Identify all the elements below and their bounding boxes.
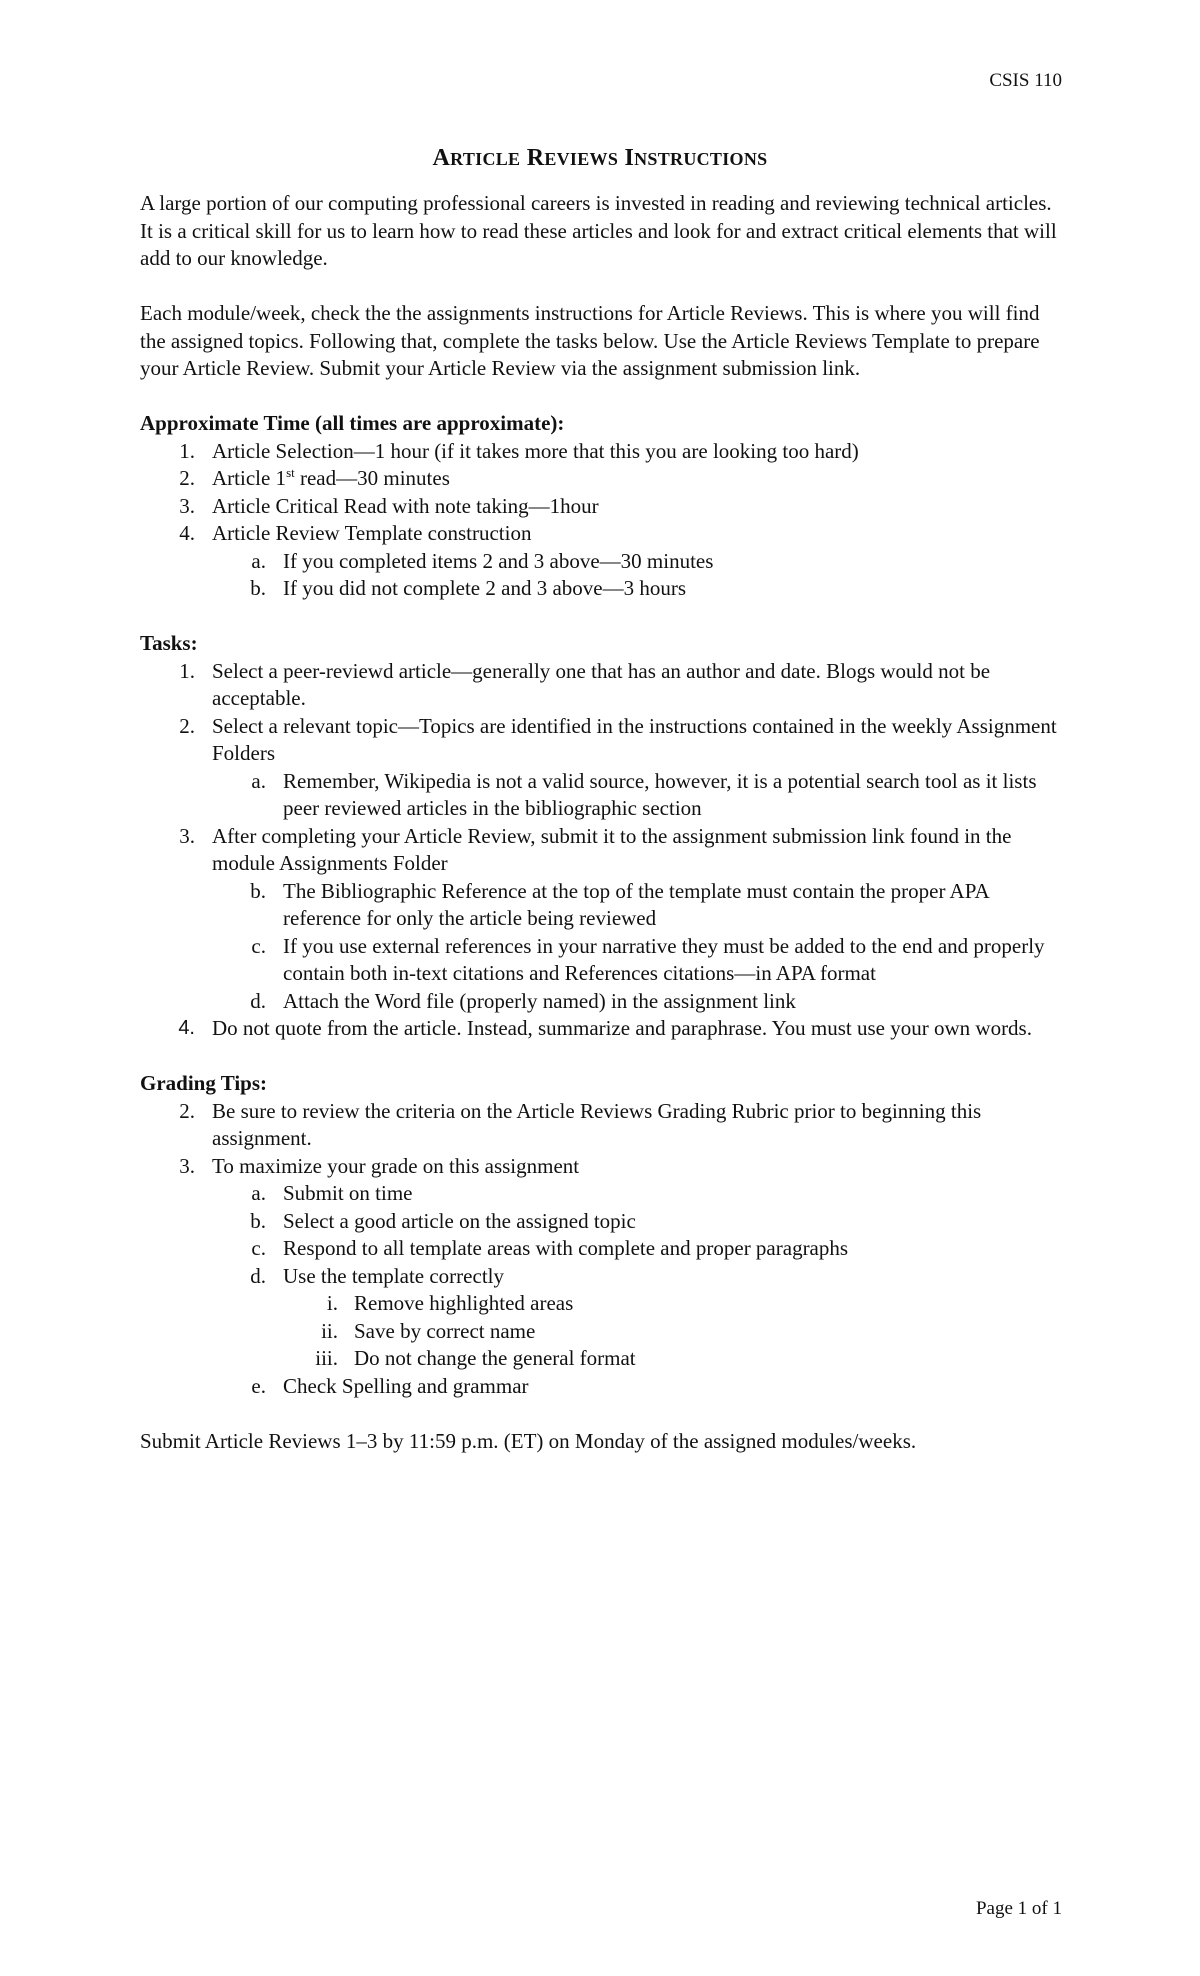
list-subitem: e. Check Spelling and grammar (251, 1373, 529, 1398)
list-item: 2. Select a relevant topic—Topics are identified in the instructions contained in the weekly Assignment Folders (179, 713, 1057, 765)
list-subitem: b. Select a good article on the assigned topic (250, 1208, 636, 1233)
list-subitem: a. Submit on time (251, 1181, 413, 1205)
list-item: 4. Do not quote from the article. Instead, summarize and paraphrase. You must use your own words. (178, 1016, 1032, 1040)
list-item: 2. Be sure to review the criteria on the Article Reviews Grading Rubric prior to beginning this assignment. (179, 1098, 982, 1150)
document-body (140, 190, 1062, 1455)
grading-section-heading: Grading Tips: (140, 1071, 268, 1095)
intro-paragraph-2: Each module/week, check the the assignments instructions for Article Reviews. This is where you will find the assigned topics. Following that, complete the tasks below. Use the Article Reviews Template to prepare your Article Review. Submit your Article Review via the assignment submission link. (140, 301, 1040, 380)
list-item: 4. Article Review Template construction (179, 521, 532, 545)
list-item: 3. Article Critical Read with note taking—1hour (179, 493, 599, 518)
list-subitem: a. Remember, Wikipedia is not a valid source, however, it is a potential search tool as it lists peer reviewed articles in the bibliographic section (251, 768, 1037, 820)
course-code-header: CSIS 110 (989, 70, 1062, 91)
document-title: ARTICLE REVIEWS INSTRUCTIONS (432, 145, 768, 171)
list-subitem: b. If you did not complete 2 and 3 above—3 hours (250, 576, 686, 600)
list-item: 3. After completing your Article Review, submit it to the assignment submission link found in the module Assignments Folder (179, 823, 1012, 875)
list-item: 3. To maximize your grade on this assignment (179, 1153, 580, 1178)
list-item: 1. Select a peer-reviewd article—generally one that has an author and date. Blogs would not be acceptable. (179, 658, 991, 710)
list-item: 1. Article Selection—1 hour (if it takes more that this you are looking too hard) (179, 438, 859, 463)
list-subitem: d. Use the template correctly (250, 1263, 504, 1288)
list-item: 2. Article 1st read—30 minutes (179, 465, 450, 490)
intro-paragraph-1: A large portion of our computing professional careers is invested in reading and reviewing technical articles. It is a critical skill for us to learn how to read these articles and look for and extract critical elements that will add to our knowledge. (140, 191, 1057, 270)
list-subitem: c. If you use external references in your narrative they must be added to the end and properly contain both in-text citations and References citations—in APA format (251, 933, 1045, 985)
list-subitem: b. The Bibliographic Reference at the top of the template must contain the proper APA reference for only the article being reviewed (250, 878, 989, 930)
time-section-heading: Approximate Time (all times are approximate): (140, 411, 565, 435)
list-subsubitem: i. Remove highlighted areas (326, 1291, 574, 1315)
closing-statement: Submit Article Reviews 1–3 by 11:59 p.m. (ET) on Monday of the assigned modules/weeks. (140, 1428, 917, 1453)
list-subsubitem: ii. Save by correct name (321, 1318, 536, 1343)
list-subsubitem: iii. Do not change the general format (315, 1346, 636, 1370)
list-subitem: c. Respond to all template areas with complete and proper paragraphs (251, 1236, 849, 1260)
list-subitem: a. If you completed items 2 and 3 above—30 minutes (251, 548, 714, 573)
tasks-section-heading: Tasks: (140, 631, 198, 655)
list-subitem: d. Attach the Word file (properly named) in the assignment link (250, 988, 796, 1013)
page-number: Page 1 of 1 (975, 1898, 1062, 1919)
